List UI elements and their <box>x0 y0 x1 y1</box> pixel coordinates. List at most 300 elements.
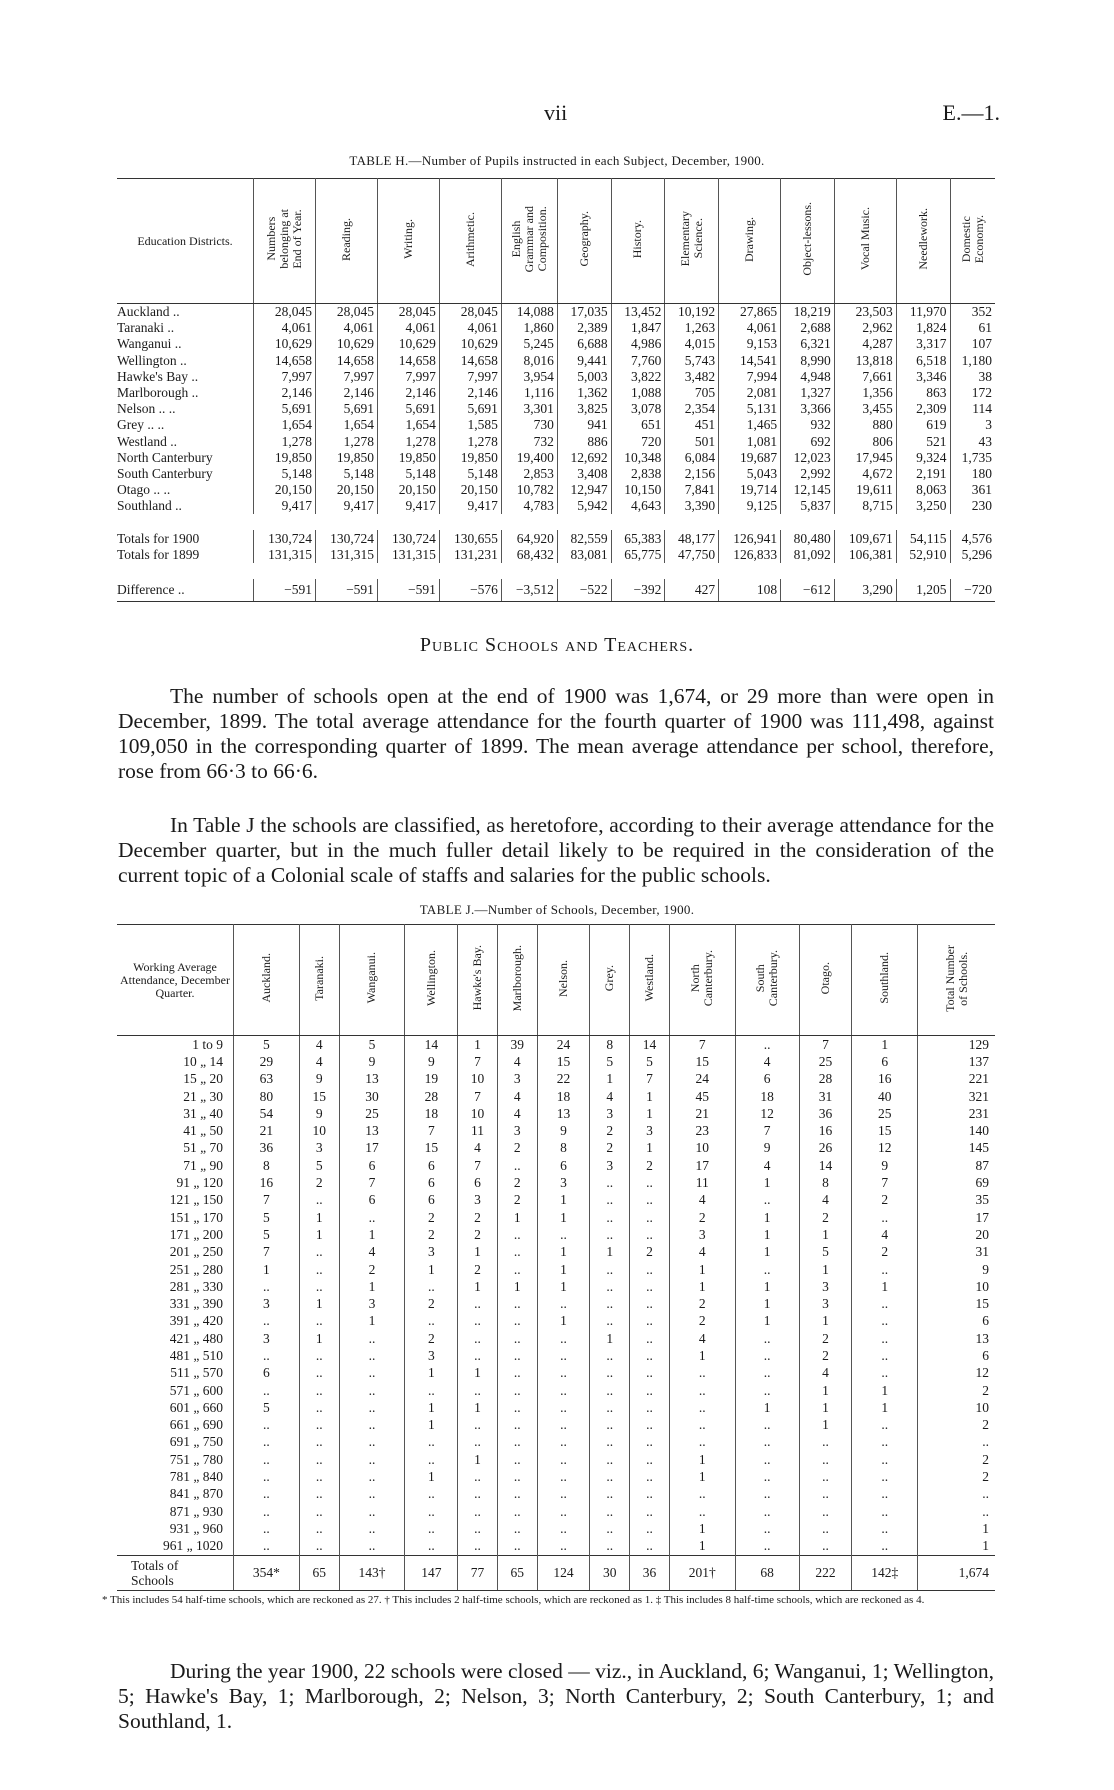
table-cell: 9,417 <box>377 498 439 514</box>
table-cell: 1,327 <box>781 385 835 401</box>
table-cell: 17,035 <box>557 304 611 321</box>
column-header <box>669 925 735 1036</box>
table-cell: 63 <box>234 1071 300 1088</box>
table-cell: .. <box>299 1417 339 1434</box>
table-cell: 1 <box>735 1174 799 1191</box>
table-cell: 2 <box>299 1174 339 1191</box>
table-cell: .. <box>299 1382 339 1399</box>
table-cell: .. <box>497 1417 537 1434</box>
table-cell: 2 <box>799 1347 852 1364</box>
column-header-label: Hawke's Bay. <box>470 945 485 1011</box>
table-cell: 720 <box>611 434 665 450</box>
table-cell: .. <box>590 1486 630 1503</box>
paragraph: The number of schools open at the end of 1900 was 1,674, or 29 more than were open in December, 1899. The total average attendance for the fourth quarter of 1900 was 111,498, against 109,050 in the corresponding quarter of 1899. The mean average attendance per school, therefore, rose from 66·3 to 66·6. <box>118 683 994 783</box>
table-cell: .. <box>299 1313 339 1330</box>
table-cell: 1 <box>799 1417 852 1434</box>
table-row <box>117 1365 995 1382</box>
table-cell: .. <box>299 1365 339 1382</box>
table-cell: 131,315 <box>377 547 439 563</box>
table-cell: 7 <box>234 1192 300 1209</box>
table-cell: −591 <box>377 579 439 602</box>
table-cell: 1 <box>735 1244 799 1261</box>
table-cell: 6 <box>982 1347 989 1363</box>
table-cell: 2,309 <box>896 401 950 417</box>
table-cell: .. <box>339 1417 405 1434</box>
table-cell: .. <box>630 1261 670 1278</box>
table-cell: .. <box>339 1347 405 1364</box>
table-j-body <box>117 1036 995 1591</box>
table-cell: 5,691 <box>439 401 501 417</box>
table-cell: .. <box>234 1538 300 1556</box>
table-cell: .. <box>537 1520 590 1537</box>
table-cell: .. <box>299 1261 339 1278</box>
table-cell: .. <box>590 1365 630 1382</box>
row-label: Difference .. <box>117 579 254 602</box>
row-label: Auckland .. <box>117 304 254 321</box>
table-cell: 3 <box>405 1244 458 1261</box>
table-cell: 2 <box>982 1382 989 1398</box>
column-header: Working Average Attendance, December Quarter. <box>117 925 234 1036</box>
table-row <box>117 1053 995 1070</box>
table-cell: 5,691 <box>254 401 316 417</box>
table-cell: 13 <box>339 1071 405 1088</box>
table-cell: 129 <box>968 1036 989 1052</box>
table-cell: 6 <box>405 1174 458 1191</box>
table-cell: 4,015 <box>665 336 719 352</box>
table-cell: .. <box>405 1382 458 1399</box>
table-cell: 2 <box>852 1244 918 1261</box>
table-cell: 2,688 <box>781 320 835 336</box>
table-cell: 1 <box>458 1036 498 1054</box>
column-header-label: South Canterbury. <box>753 949 781 1007</box>
table-cell: 2,146 <box>254 385 316 401</box>
table-cell: 8,990 <box>781 353 835 369</box>
table-cell: .. <box>852 1330 918 1347</box>
table-cell: 1 <box>852 1399 918 1416</box>
table-cell: 2,853 <box>501 466 557 482</box>
table-cell: 521 <box>896 434 950 450</box>
table-cell: 19,850 <box>439 450 501 466</box>
table-row <box>117 1417 995 1434</box>
table-cell: 6 <box>339 1192 405 1209</box>
table-cell: 5,743 <box>665 353 719 369</box>
table-cell: 2 <box>799 1209 852 1226</box>
table-cell: 9,417 <box>254 498 316 514</box>
table-cell: 1,263 <box>665 320 719 336</box>
table-cell: 9,441 <box>557 353 611 369</box>
table-j-header-row <box>117 925 995 1036</box>
table-cell: 1,674 <box>918 1555 995 1590</box>
table-cell: 1 <box>852 1382 918 1399</box>
table-cell: 5,691 <box>377 401 439 417</box>
table-cell: 7 <box>852 1174 918 1191</box>
table-cell: .. <box>630 1486 670 1503</box>
table-cell: .. <box>537 1451 590 1468</box>
table-h <box>117 178 995 602</box>
table-cell: .. <box>458 1382 498 1399</box>
column-header-label: History. <box>630 219 645 259</box>
column-header <box>630 925 670 1036</box>
table-cell: 2 <box>497 1174 537 1191</box>
table-cell: 932 <box>781 417 835 433</box>
table-cell: .. <box>735 1520 799 1537</box>
table-cell: .. <box>458 1347 498 1364</box>
table-cell: .. <box>735 1382 799 1399</box>
table-cell: .. <box>852 1468 918 1485</box>
row-label: North Canterbury <box>117 450 254 466</box>
table-cell: 4 <box>852 1226 918 1243</box>
table-cell: 1 <box>339 1226 405 1243</box>
table-cell: .. <box>735 1434 799 1451</box>
table-cell: 9 <box>299 1105 339 1122</box>
table-cell: .. <box>799 1468 852 1485</box>
column-header <box>405 925 458 1036</box>
table-cell: 172 <box>971 385 992 401</box>
column-header-label: Elementary Science. <box>677 211 705 267</box>
table-cell: 886 <box>557 434 611 450</box>
table-cell: 9,125 <box>719 498 781 514</box>
table-cell: 1,278 <box>254 434 316 450</box>
table-cell: 361 <box>971 482 992 498</box>
table-cell: 24 <box>669 1071 735 1088</box>
table-cell: 7 <box>458 1053 498 1070</box>
table-cell: .. <box>630 1503 670 1520</box>
table-cell: .. <box>497 1468 537 1485</box>
table-cell: 5,003 <box>557 369 611 385</box>
row-label: 391 „ 420 <box>117 1313 234 1330</box>
table-cell: 9 <box>537 1122 590 1139</box>
table-cell: .. <box>537 1486 590 1503</box>
column-header <box>781 179 835 304</box>
table-cell: .. <box>497 1434 537 1451</box>
table-cell: .. <box>630 1313 670 1330</box>
table-cell: 3,078 <box>611 401 665 417</box>
table-cell: .. <box>299 1503 339 1520</box>
table-cell: .. <box>630 1451 670 1468</box>
column-header <box>950 179 995 304</box>
row-label: 691 „ 750 <box>117 1434 234 1451</box>
table-cell: .. <box>590 1503 630 1520</box>
column-header-label: Reading. <box>338 217 353 261</box>
table-cell: 1 <box>735 1209 799 1226</box>
table-cell: 15 <box>405 1140 458 1157</box>
column-header <box>896 179 950 304</box>
table-cell: −522 <box>557 579 611 602</box>
table-cell: 7,997 <box>254 369 316 385</box>
table-cell: 230 <box>971 498 992 514</box>
table-cell: 1,278 <box>315 434 377 450</box>
table-row <box>117 1261 995 1278</box>
table-cell: .. <box>590 1382 630 1399</box>
table-cell: 221 <box>968 1071 989 1087</box>
table-cell: .. <box>339 1451 405 1468</box>
table-cell: 5 <box>234 1209 300 1226</box>
table-row <box>117 1520 995 1537</box>
column-header-label: Geography. <box>576 211 591 267</box>
table-cell: 130,724 <box>377 530 439 546</box>
row-label: 41 „ 50 <box>117 1122 234 1139</box>
table-cell: .. <box>630 1434 670 1451</box>
table-cell: 7 <box>405 1122 458 1139</box>
table-cell: .. <box>339 1330 405 1347</box>
table-cell: 5,148 <box>377 466 439 482</box>
table-cell: 1,278 <box>439 434 501 450</box>
row-label: 15 „ 20 <box>117 1071 234 1088</box>
table-cell: 880 <box>834 417 896 433</box>
table-cell: .. <box>590 1209 630 1226</box>
table-cell: .. <box>590 1192 630 1209</box>
table-cell: 4,061 <box>377 320 439 336</box>
table-cell: 80 <box>234 1088 300 1105</box>
table-cell: 35 <box>975 1192 989 1208</box>
table-cell: .. <box>458 1520 498 1537</box>
table-cell: 2 <box>339 1261 405 1278</box>
table-cell: .. <box>735 1365 799 1382</box>
table-cell: 19,850 <box>377 450 439 466</box>
table-cell: 14 <box>799 1157 852 1174</box>
table-cell: 25 <box>799 1053 852 1070</box>
table-cell: .. <box>405 1538 458 1556</box>
table-row <box>117 450 995 466</box>
table-cell: 1 <box>630 1088 670 1105</box>
table-cell: 2 <box>630 1244 670 1261</box>
table-cell: 1 <box>982 1538 989 1554</box>
table-cell: 6,084 <box>665 450 719 466</box>
table-cell: 3 <box>339 1295 405 1312</box>
table-cell: 30 <box>339 1088 405 1105</box>
table-cell: 126,833 <box>719 547 781 563</box>
table-cell: 142‡ <box>852 1555 918 1590</box>
table-cell: 4,061 <box>439 320 501 336</box>
table-cell: 137 <box>968 1053 989 1069</box>
table-cell: 1 <box>590 1330 630 1347</box>
table-cell: 1 <box>799 1261 852 1278</box>
table-cell: 10,629 <box>439 336 501 352</box>
row-label: South Canterbury <box>117 466 254 482</box>
column-header-label: Drawing. <box>742 216 757 262</box>
table-cell: 1 <box>852 1278 918 1295</box>
table-row <box>117 417 995 433</box>
table-cell: .. <box>537 1538 590 1556</box>
table-cell: .. <box>405 1434 458 1451</box>
table-cell: 5 <box>234 1226 300 1243</box>
table-row <box>117 401 995 417</box>
table-cell: .. <box>234 1347 300 1364</box>
table-row <box>117 1174 995 1191</box>
table-cell: 4 <box>299 1053 339 1070</box>
table-cell: 3 <box>630 1122 670 1139</box>
table-cell: 7,997 <box>377 369 439 385</box>
table-cell: 1 <box>735 1226 799 1243</box>
table-cell: .. <box>590 1226 630 1243</box>
table-cell: 863 <box>896 385 950 401</box>
table-cell: 7 <box>339 1174 405 1191</box>
document-reference: E.—1. <box>942 100 1000 125</box>
table-cell: 38 <box>978 368 992 384</box>
table-cell: 28,045 <box>439 304 501 321</box>
column-header-label: Marlborough. <box>509 944 524 1012</box>
table-cell: .. <box>852 1451 918 1468</box>
table-cell: 65 <box>497 1555 537 1590</box>
table-cell: 5,131 <box>719 401 781 417</box>
table-cell: 14,541 <box>719 353 781 369</box>
table-row <box>117 498 995 514</box>
table-row <box>117 1244 995 1261</box>
table-cell: 7 <box>799 1036 852 1054</box>
table-cell: 6 <box>405 1192 458 1209</box>
table-cell: .. <box>799 1520 852 1537</box>
table-cell: 28,045 <box>377 304 439 321</box>
table-cell: 130,724 <box>315 530 377 546</box>
table-cell: 1 <box>537 1278 590 1295</box>
table-cell: .. <box>852 1261 918 1278</box>
table-cell: .. <box>537 1503 590 1520</box>
table-cell: 11,970 <box>896 304 950 321</box>
table-cell: 2 <box>630 1157 670 1174</box>
row-label: 10 „ 14 <box>117 1053 234 1070</box>
table-row <box>117 1071 995 1088</box>
row-label: 661 „ 690 <box>117 1417 234 1434</box>
table-cell: 4 <box>735 1053 799 1070</box>
table-cell: 15 <box>669 1053 735 1070</box>
table-cell: .. <box>537 1434 590 1451</box>
table-cell: 9 <box>299 1071 339 1088</box>
row-label: Westland .. <box>117 434 254 450</box>
table-cell: 12 <box>975 1365 989 1381</box>
table-cell: 1 <box>299 1330 339 1347</box>
table-cell: .. <box>405 1503 458 1520</box>
table-cell: 427 <box>665 579 719 602</box>
table-cell: 2,191 <box>896 466 950 482</box>
closing-paragraph: During the year 1900, 22 schools were closed — viz., in Auckland, 6; Wanganui, 1; Wellington, 5; Hawke's Bay, 1; Marlborough, 2; Nelson, 3; North Canterbury, 2; South Canterbury, 1; and Southland, 1. <box>118 1658 994 1733</box>
table-cell: 501 <box>665 434 719 450</box>
table-cell: 64,920 <box>501 530 557 546</box>
table-cell: 7,760 <box>611 353 665 369</box>
table-cell: 2,146 <box>377 385 439 401</box>
table-cell: .. <box>339 1538 405 1556</box>
table-cell: .. <box>630 1365 670 1382</box>
table-cell: .. <box>852 1347 918 1364</box>
table-cell: 4,643 <box>611 498 665 514</box>
table-cell: 12,947 <box>557 482 611 498</box>
table-cell: 130,724 <box>254 530 316 546</box>
table-cell: .. <box>497 1451 537 1468</box>
row-label: 751 „ 780 <box>117 1451 234 1468</box>
table-row <box>117 1434 995 1451</box>
table-cell: 2,389 <box>557 320 611 336</box>
table-cell: 2 <box>982 1469 989 1485</box>
table-row <box>117 1313 995 1330</box>
table-cell: 45 <box>669 1088 735 1105</box>
column-header-label: Object-lessons. <box>799 202 814 276</box>
row-label: 31 „ 40 <box>117 1105 234 1122</box>
table-cell: .. <box>234 1434 300 1451</box>
table-cell: .. <box>630 1295 670 1312</box>
table-cell: 4,986 <box>611 336 665 352</box>
table-cell: .. <box>497 1382 537 1399</box>
page-number: vii <box>544 100 568 125</box>
table-cell: .. <box>458 1313 498 1330</box>
table-cell: .. <box>537 1468 590 1485</box>
table-cell: 21 <box>234 1122 300 1139</box>
table-cell: .. <box>497 1295 537 1312</box>
table-cell: .. <box>799 1486 852 1503</box>
table-cell: .. <box>630 1468 670 1485</box>
table-cell: 17,945 <box>834 450 896 466</box>
table-row <box>117 385 995 401</box>
table-cell: 6 <box>852 1053 918 1070</box>
table-cell: 3 <box>405 1347 458 1364</box>
column-header-label: English Grammar and Composition. <box>508 205 549 273</box>
table-cell: 43 <box>978 433 992 449</box>
table-row <box>117 320 995 336</box>
table-cell: .. <box>735 1192 799 1209</box>
table-cell: .. <box>497 1520 537 1537</box>
table-cell: 1,362 <box>557 385 611 401</box>
table-cell: 25 <box>852 1105 918 1122</box>
table-cell: 40 <box>852 1088 918 1105</box>
table-cell: 9 <box>982 1261 989 1277</box>
table-cell: .. <box>405 1486 458 1503</box>
row-label: 871 „ 930 <box>117 1503 234 1520</box>
table-cell: 23 <box>669 1122 735 1139</box>
table-cell: 27,865 <box>719 304 781 321</box>
table-cell: 17 <box>975 1209 989 1225</box>
table-cell: .. <box>590 1399 630 1416</box>
table-cell: 10,150 <box>611 482 665 498</box>
table-cell: 29 <box>234 1053 300 1070</box>
table-cell: 7,997 <box>439 369 501 385</box>
table-cell: 87 <box>975 1157 989 1173</box>
table-cell: .. <box>458 1468 498 1485</box>
table-cell: .. <box>537 1382 590 1399</box>
table-cell: 222 <box>799 1555 852 1590</box>
table-cell: 19,714 <box>719 482 781 498</box>
table-cell: 10,629 <box>377 336 439 352</box>
table-cell: .. <box>405 1451 458 1468</box>
table-cell: 131,315 <box>254 547 316 563</box>
table-cell: 13,452 <box>611 304 665 321</box>
table-cell: .. <box>630 1520 670 1537</box>
row-label: Totals for 1900 <box>117 530 254 546</box>
table-cell: 4,783 <box>501 498 557 514</box>
table-cell: .. <box>405 1520 458 1537</box>
table-cell: 19,687 <box>719 450 781 466</box>
table-cell: .. <box>339 1503 405 1520</box>
column-header <box>339 925 405 1036</box>
table-cell: 10 <box>975 1278 989 1294</box>
table-cell: 10 <box>458 1105 498 1122</box>
table-cell: 5,691 <box>315 401 377 417</box>
table-cell: 65 <box>299 1555 339 1590</box>
table-cell: 2,081 <box>719 385 781 401</box>
table-cell: .. <box>537 1399 590 1416</box>
table-cell: 3 <box>234 1295 300 1312</box>
table-cell: 1 <box>497 1209 537 1226</box>
table-cell: .. <box>590 1174 630 1191</box>
table-cell: .. <box>669 1503 735 1520</box>
column-header <box>377 179 439 304</box>
table-cell: 8 <box>537 1140 590 1157</box>
table-cell: 9,417 <box>439 498 501 514</box>
table-cell: 1 <box>537 1261 590 1278</box>
table-cell: .. <box>299 1520 339 1537</box>
table-row <box>117 1122 995 1139</box>
table-cell: 6,518 <box>896 353 950 369</box>
table-cell: 7,661 <box>834 369 896 385</box>
table-cell: 2 <box>497 1140 537 1157</box>
table-cell: 1 <box>669 1538 735 1556</box>
